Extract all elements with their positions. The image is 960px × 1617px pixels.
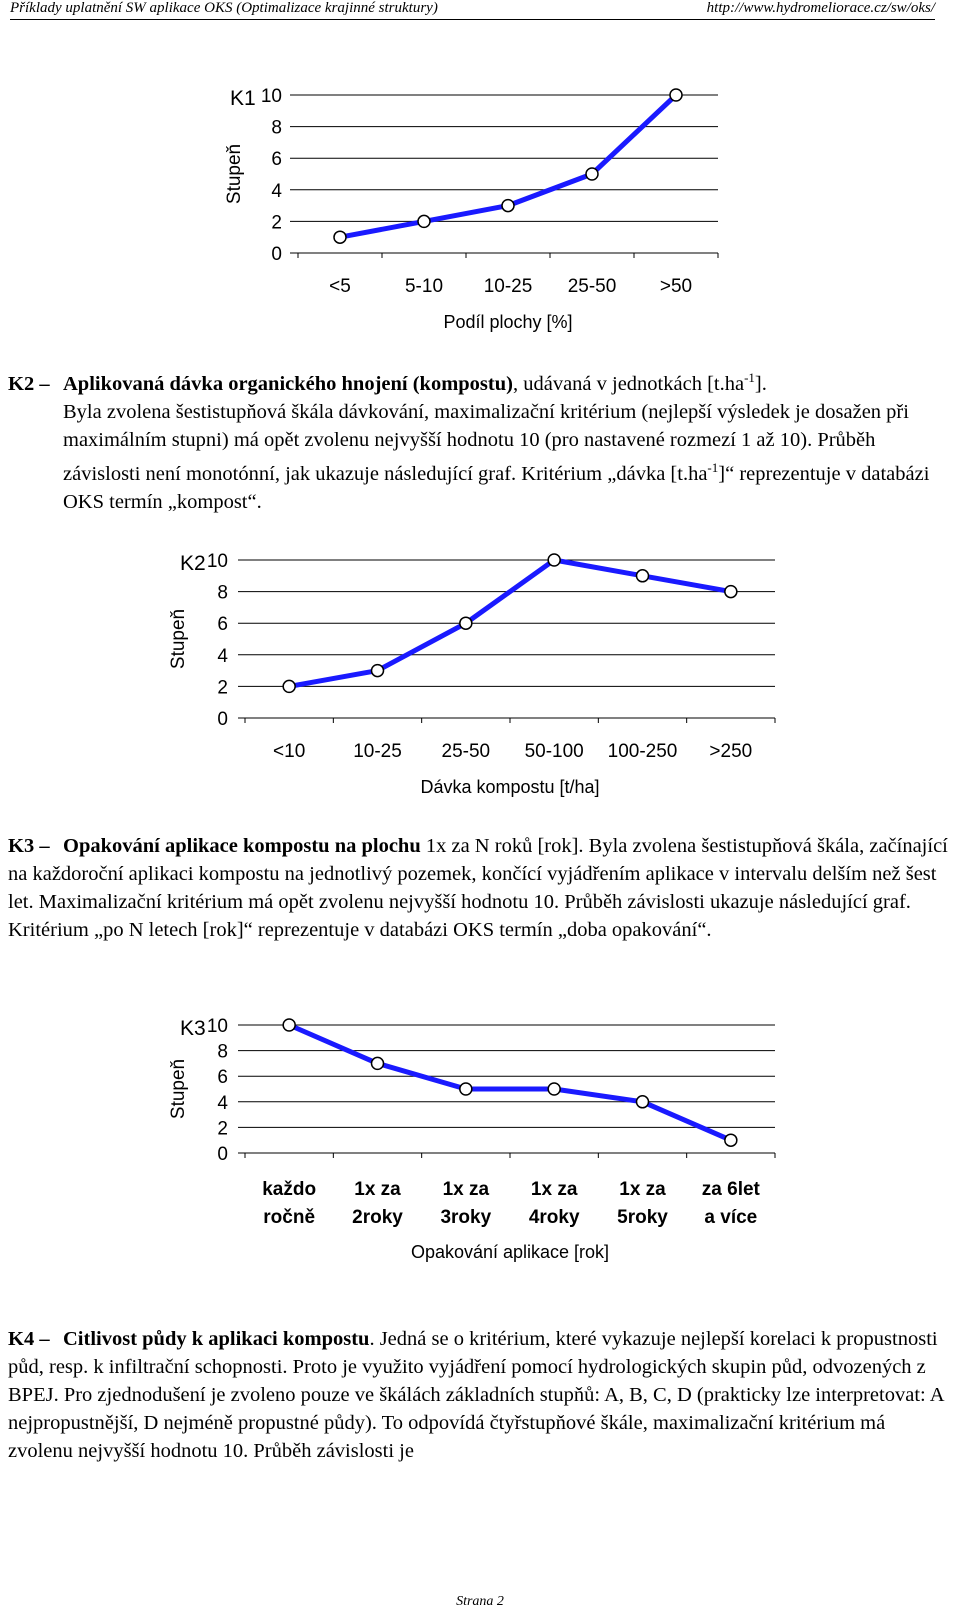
data-point xyxy=(283,680,295,692)
y-tick-label: 4 xyxy=(271,180,282,202)
y-axis-label: Stupeň xyxy=(168,1058,189,1120)
data-point xyxy=(725,586,737,598)
x-tick-label: ročně xyxy=(263,1207,316,1228)
k2-paragraph: K2 – Aplikovaná dávka organického hnojení (kompostu), udávaná v jednotkách $[t.ha^{-1}]$. Byla zvolena šestistupňová škála dávkování, maximalizační kritérium (nejlepší výsledek je dosažen při maximálním stupni) má opět zvolenu nejvyšší hodnotu 10 (pro nastavené rozmezí 1 až 10). Průběh závislosti není monotónní, jak ukazuje následující graf. Kritérium „dávka $[t.ha^{-1}]“$ reprezentuje v databázi OKS termín „kompost“. xyxy=(8,364,948,516)
x-tick-label: <10 xyxy=(273,741,306,762)
x-tick-label: 1x za xyxy=(442,1179,490,1200)
k3-body: 1x za N roků [rok]. Byla zvolena šestistupňová škála, začínající na každoroční aplikaci kompostu na jednotlivý pozemek, končící vyjádřením aplikace v intervalu delším než šest let. Maximalizační kritérium má opět zvolenu nejvyšší hodnotu 10. Průběh závislosti ukazuje následující graf. Kritérium „po N letech [rok]“ reprezentuje v databázi OKS termín „doba opakování“. xyxy=(8,835,948,941)
x-tick-label: 5roky xyxy=(617,1207,668,1228)
page-footer: Strana 2 xyxy=(456,1594,504,1609)
x-tick-label: 1x za xyxy=(354,1179,401,1200)
x-tick-label: 5-10 xyxy=(404,276,444,297)
chart-k3-svg xyxy=(0,1010,960,1270)
y-tick-label: 2 xyxy=(217,677,228,699)
chart-k3 xyxy=(0,1010,960,1270)
page-header xyxy=(0,0,960,18)
chart-title: K1 xyxy=(230,87,256,110)
data-point xyxy=(725,1134,737,1146)
x-axis-label: Opakování aplikace [rok] xyxy=(410,1242,610,1262)
y-tick-label: 4 xyxy=(217,645,228,667)
chart-title: K2 xyxy=(180,552,206,575)
data-point xyxy=(502,200,514,212)
x-tick-label: za 6let xyxy=(701,1179,760,1200)
y-axis-label: Stupeň xyxy=(168,608,189,670)
x-tick-label: 25-50 xyxy=(567,276,617,297)
data-point xyxy=(334,231,346,243)
k3-code: K3 – xyxy=(8,835,50,857)
x-tick-label: každo xyxy=(262,1179,317,1200)
data-point xyxy=(548,554,560,566)
x-tick-label: 1x za xyxy=(619,1179,666,1200)
x-tick-label: 3roky xyxy=(440,1207,492,1228)
k4-code: K4 – xyxy=(8,1328,50,1350)
x-axis-label: Podíl plochy [%] xyxy=(443,312,573,332)
y-axis-label: Stupeň xyxy=(224,143,245,205)
y-tick-label: 10 xyxy=(260,86,282,107)
k3-title: Opakování aplikace kompostu na plochu xyxy=(63,835,421,857)
y-tick-label: 10 xyxy=(206,1016,228,1037)
x-tick-label: >50 xyxy=(659,276,693,297)
k4-title: Citlivost půdy k aplikaci kompostu xyxy=(63,1328,370,1350)
k2-title: Aplikovaná dávka organického hnojení (kompostu) xyxy=(63,372,513,395)
x-tick-label: >250 xyxy=(709,741,753,762)
y-tick-label: 2 xyxy=(217,1118,228,1140)
k3-paragraph xyxy=(8,832,948,944)
header-url: http://www.hydromeliorace.cz/sw/oks/ xyxy=(706,0,935,16)
series-line xyxy=(289,1025,731,1140)
x-tick-label: 50-100 xyxy=(524,741,584,762)
data-point xyxy=(460,617,472,629)
k2-code: K2 – xyxy=(8,372,50,395)
y-tick-label: 8 xyxy=(217,1041,228,1063)
data-point xyxy=(586,168,598,180)
chart-k2 xyxy=(0,545,960,805)
y-tick-label: 0 xyxy=(271,244,282,265)
y-tick-label: 8 xyxy=(271,117,282,139)
y-tick-label: 6 xyxy=(271,149,282,171)
y-tick-label: 6 xyxy=(217,1067,228,1089)
x-tick-label: 100-250 xyxy=(607,741,678,762)
y-tick-label: 6 xyxy=(217,614,228,636)
y-tick-label: 2 xyxy=(271,212,282,234)
data-point xyxy=(372,1057,384,1069)
series-line xyxy=(340,95,676,237)
y-tick-label: 8 xyxy=(217,582,228,604)
x-tick-label: 4roky xyxy=(528,1207,580,1228)
header-divider xyxy=(10,19,935,20)
k4-paragraph xyxy=(8,1325,948,1465)
x-tick-label: 1x za xyxy=(530,1179,578,1200)
data-point xyxy=(637,1096,649,1108)
data-point xyxy=(548,1083,560,1095)
k4-body: . Jedná se o kritérium, které vykazuje nejlepší korelaci k propustnosti půd, resp. k infiltrační schopnosti. Proto je využito vyjádření pomocí hydrologických skupin půd, odvozených z BPEJ. Pro zjednodušení je zvoleno pouze ve škálách základních stupňů: A, B, C, D (prakticky lze interpretovat: A nejpropustnější, D nejméně propustné půdy). To odpovídá čtyřstupňové škále, maximalizační kritérium má zvolenu nejvyšší hodnotu 10. Průběh závislosti je xyxy=(8,1328,944,1462)
k2-body: Byla zvolena šestistupňová škála dávkování, maximalizační kritérium (nejlepší výsledek je dosažen při maximálním stupni) má opět zvolenu nejvyšší hodnotu 10 (pro nastavené rozmezí 1 až 10). Průběh závislosti není monotónní, jak ukazuje následující graf. Kritérium „dávka $[t.ha^{-1}]“$ reprezentuje v databázi OKS termín „kompost“. xyxy=(63,400,930,513)
x-tick-label: 25-50 xyxy=(441,741,491,762)
chart-k1-svg xyxy=(0,80,960,345)
header-title: Příklady uplatnění SW aplikace OKS (Optimalizace krajinné struktury) xyxy=(10,0,438,16)
data-point xyxy=(283,1019,295,1031)
x-tick-label: <5 xyxy=(329,276,351,297)
x-axis-label: Dávka kompostu [t/ha] xyxy=(420,777,600,797)
y-tick-label: 0 xyxy=(217,709,228,730)
data-point xyxy=(460,1083,472,1095)
data-point xyxy=(637,570,649,582)
chart-title: K3 xyxy=(180,1017,206,1040)
chart-k1 xyxy=(0,80,960,345)
x-tick-label: 10-25 xyxy=(483,276,533,297)
x-tick-label: 2roky xyxy=(352,1207,403,1228)
chart-k2-svg xyxy=(0,545,960,805)
x-tick-label: 10-25 xyxy=(353,741,402,762)
data-point xyxy=(372,665,384,677)
y-tick-label: 10 xyxy=(206,551,228,572)
y-tick-label: 4 xyxy=(217,1092,228,1114)
data-point xyxy=(670,89,682,101)
x-tick-label: a více xyxy=(704,1207,758,1228)
y-tick-label: 0 xyxy=(217,1144,228,1165)
data-point xyxy=(418,215,430,227)
